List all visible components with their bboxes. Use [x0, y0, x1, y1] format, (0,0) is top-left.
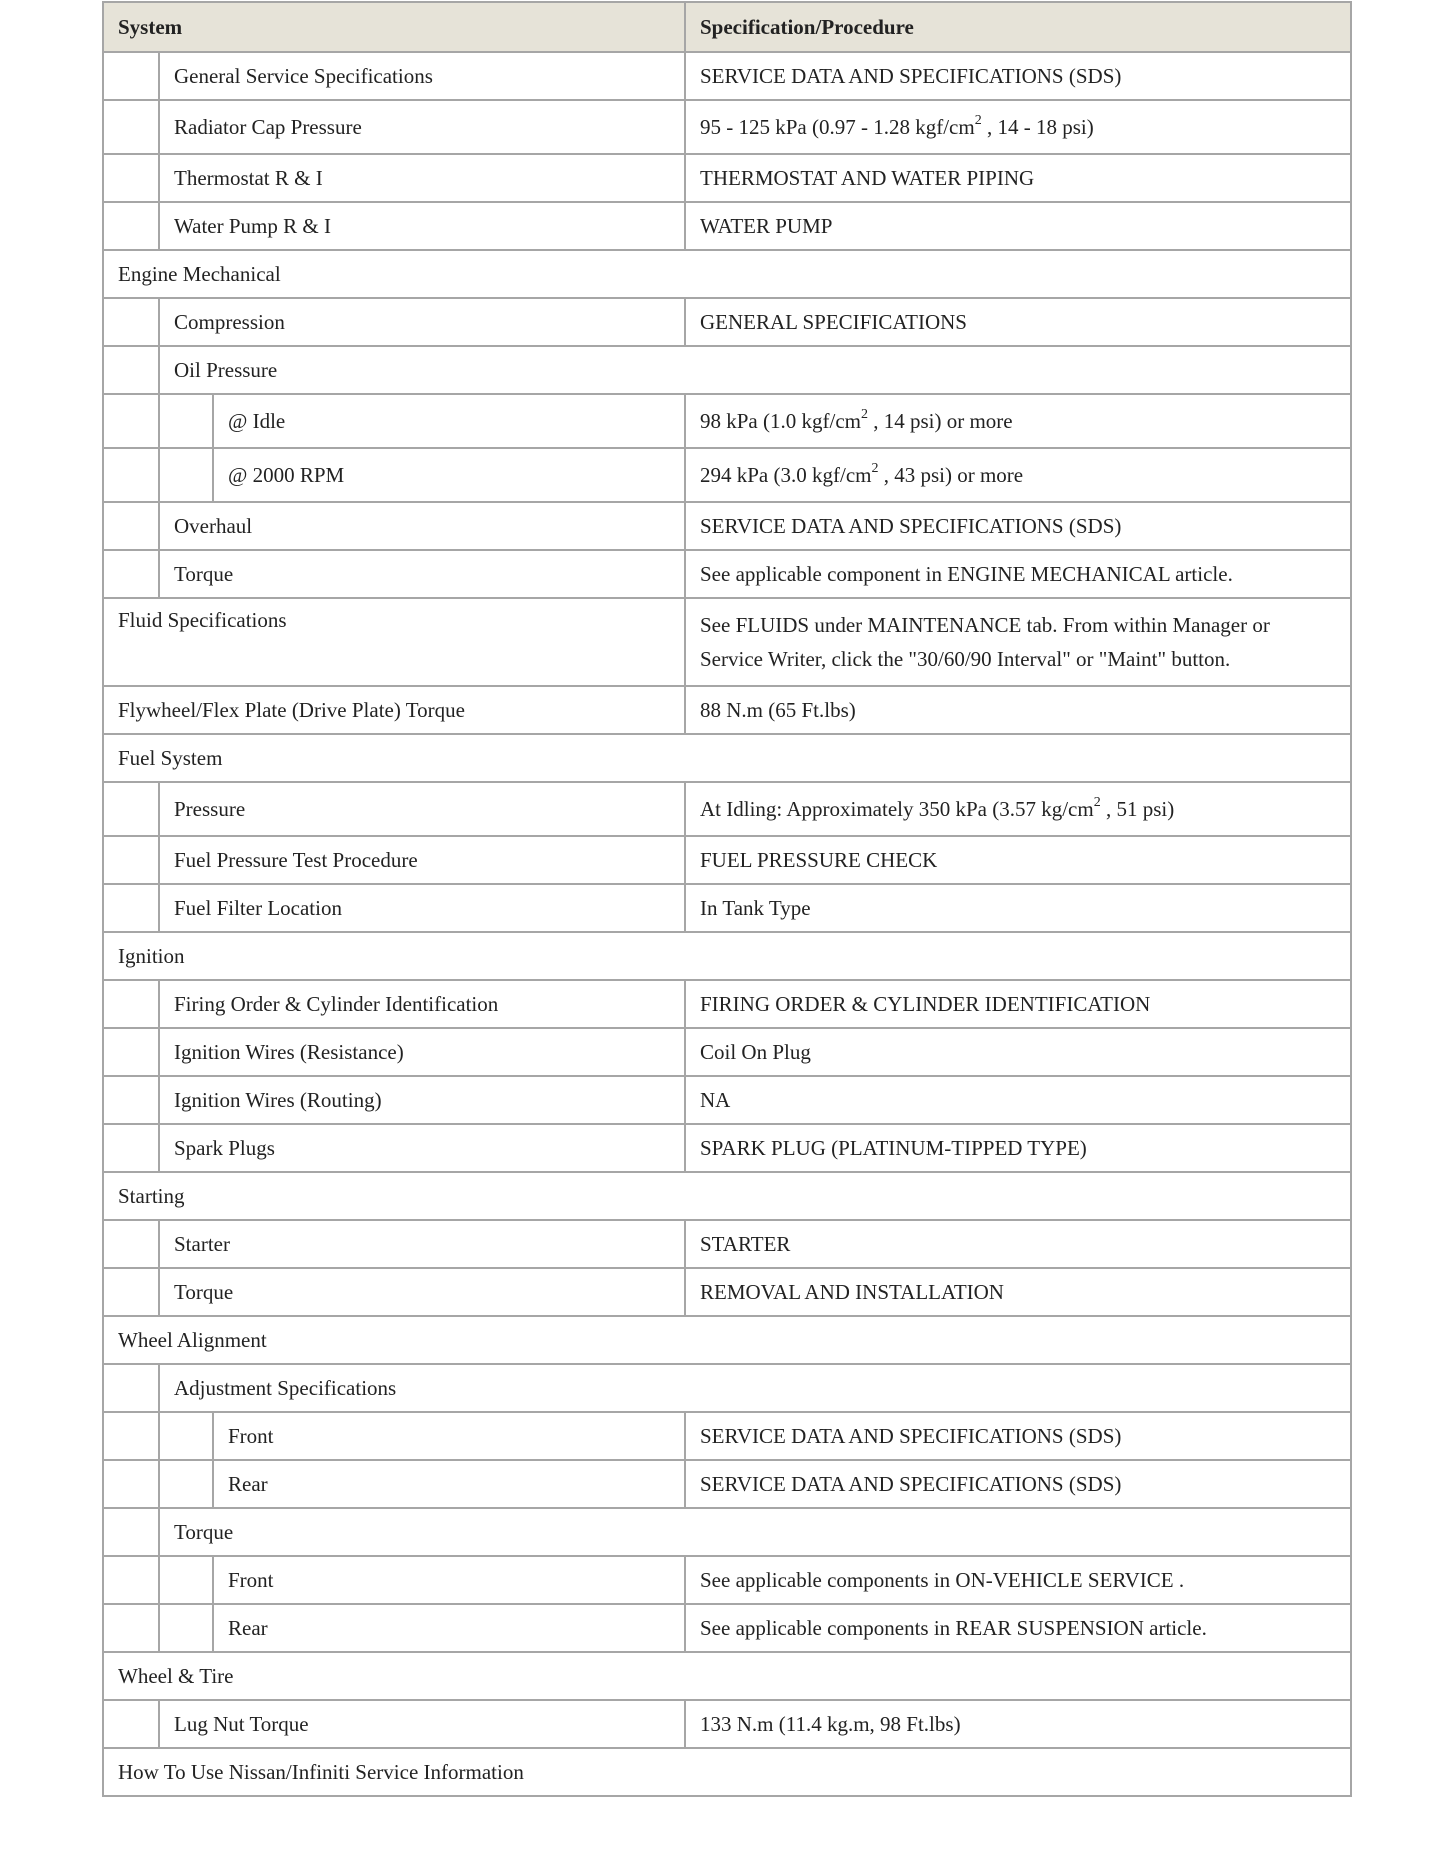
- system-cell: Starter: [159, 1220, 685, 1268]
- section-row: [103, 932, 1351, 980]
- table-row: [103, 502, 1351, 550]
- superscript: 2: [871, 461, 879, 476]
- subsection-heading: Oil Pressure: [159, 346, 1351, 394]
- section-heading: Wheel Alignment: [103, 1316, 1351, 1364]
- indent-cell: [103, 550, 159, 598]
- indent-cell: [103, 1076, 159, 1124]
- indent-cell: [103, 346, 159, 394]
- spec-text: , 43 psi) or more: [878, 463, 1024, 487]
- section-row: [103, 1748, 1351, 1796]
- system-cell: Fluid Specifications: [103, 598, 685, 686]
- spec-cell: [685, 782, 1351, 836]
- system-cell: Rear: [213, 1460, 685, 1508]
- indent-cell: [103, 394, 159, 448]
- specifications-table: [102, 1, 1352, 1797]
- table-row: [103, 1556, 1351, 1604]
- indent-cell: [103, 1508, 159, 1556]
- spec-cell: SERVICE DATA AND SPECIFICATIONS (SDS): [685, 52, 1351, 100]
- table-row: [103, 550, 1351, 598]
- spec-cell: STARTER: [685, 1220, 1351, 1268]
- spec-cell: SERVICE DATA AND SPECIFICATIONS (SDS): [685, 1412, 1351, 1460]
- system-cell: Pressure: [159, 782, 685, 836]
- spec-cell: GENERAL SPECIFICATIONS: [685, 298, 1351, 346]
- table-row: [103, 1412, 1351, 1460]
- indent-cell: [159, 1556, 213, 1604]
- superscript: 2: [1093, 795, 1101, 810]
- system-cell: Radiator Cap Pressure: [159, 100, 685, 154]
- indent-cell: [103, 1220, 159, 1268]
- table-row: [103, 100, 1351, 154]
- indent-cell: [159, 1412, 213, 1460]
- spec-cell: WATER PUMP: [685, 202, 1351, 250]
- table-row: [103, 202, 1351, 250]
- superscript: 2: [860, 407, 868, 422]
- spec-text: At Idling: Approximately 350 kPa (3.57 kg/cm: [700, 797, 1094, 821]
- spec-cell: FIRING ORDER & CYLINDER IDENTIFICATION: [685, 980, 1351, 1028]
- spec-cell: 88 N.m (65 Ft.lbs): [685, 686, 1351, 734]
- section-heading: How To Use Nissan/Infiniti Service Information: [103, 1748, 1351, 1796]
- section-row: [103, 734, 1351, 782]
- spec-text: 95 - 125 kPa (0.97 - 1.28 kgf/cm: [700, 115, 975, 139]
- table-row: [103, 1700, 1351, 1748]
- spec-cell: See applicable component in ENGINE MECHANICAL article.: [685, 550, 1351, 598]
- section-row: [103, 1172, 1351, 1220]
- spec-cell: SPARK PLUG (PLATINUM-TIPPED TYPE): [685, 1124, 1351, 1172]
- system-cell: Ignition Wires (Resistance): [159, 1028, 685, 1076]
- indent-cell: [103, 1412, 159, 1460]
- system-cell: Fuel Filter Location: [159, 884, 685, 932]
- table-row: [103, 884, 1351, 932]
- subsection-heading: Adjustment Specifications: [159, 1364, 1351, 1412]
- section-heading: Ignition: [103, 932, 1351, 980]
- system-cell: Rear: [213, 1604, 685, 1652]
- section-row: [103, 250, 1351, 298]
- table-row: [103, 598, 1351, 686]
- section-row: [103, 1652, 1351, 1700]
- indent-cell: [159, 448, 213, 502]
- system-cell: Overhaul: [159, 502, 685, 550]
- subsection-row: [103, 346, 1351, 394]
- indent-cell: [103, 884, 159, 932]
- spec-text: , 14 psi) or more: [867, 409, 1013, 433]
- indent-cell: [103, 1460, 159, 1508]
- table-row: [103, 836, 1351, 884]
- spec-cell: [685, 100, 1351, 154]
- spec-text: , 51 psi): [1100, 797, 1175, 821]
- indent-cell: [103, 782, 159, 836]
- indent-cell: [103, 298, 159, 346]
- spec-cell: [685, 448, 1351, 502]
- indent-cell: [103, 1268, 159, 1316]
- spec-cell: REMOVAL AND INSTALLATION: [685, 1268, 1351, 1316]
- system-cell: Water Pump R & I: [159, 202, 685, 250]
- system-cell: Spark Plugs: [159, 1124, 685, 1172]
- system-cell: Front: [213, 1556, 685, 1604]
- system-cell: Compression: [159, 298, 685, 346]
- subsection-row: [103, 1508, 1351, 1556]
- table-row: [103, 782, 1351, 836]
- spec-cell: In Tank Type: [685, 884, 1351, 932]
- indent-cell: [103, 1028, 159, 1076]
- spec-cell: [685, 394, 1351, 448]
- system-cell: Firing Order & Cylinder Identification: [159, 980, 685, 1028]
- table-row: [103, 448, 1351, 502]
- superscript: 2: [974, 113, 982, 128]
- table-row: [103, 1076, 1351, 1124]
- table-row: [103, 686, 1351, 734]
- table-row: [103, 980, 1351, 1028]
- indent-cell: [159, 1460, 213, 1508]
- indent-cell: [103, 502, 159, 550]
- spec-cell: THERMOSTAT AND WATER PIPING: [685, 154, 1351, 202]
- system-cell: Flywheel/Flex Plate (Drive Plate) Torque: [103, 686, 685, 734]
- indent-cell: [103, 836, 159, 884]
- spec-cell: NA: [685, 1076, 1351, 1124]
- spec-text: , 14 - 18 psi): [981, 115, 1094, 139]
- section-heading: Starting: [103, 1172, 1351, 1220]
- indent-cell: [159, 1604, 213, 1652]
- section-heading: Fuel System: [103, 734, 1351, 782]
- system-cell: @ Idle: [213, 394, 685, 448]
- subsection-row: [103, 1364, 1351, 1412]
- section-row: [103, 1316, 1351, 1364]
- subsection-heading: Torque: [159, 1508, 1351, 1556]
- table-row: [103, 1220, 1351, 1268]
- system-cell: Fuel Pressure Test Procedure: [159, 836, 685, 884]
- spec-cell: See applicable components in REAR SUSPENSION article.: [685, 1604, 1351, 1652]
- table-header-row: [103, 2, 1351, 52]
- table-row: [103, 1268, 1351, 1316]
- spec-cell: See applicable components in ON-VEHICLE SERVICE .: [685, 1556, 1351, 1604]
- system-cell: Front: [213, 1412, 685, 1460]
- spec-cell: FUEL PRESSURE CHECK: [685, 836, 1351, 884]
- table-row: [103, 154, 1351, 202]
- system-cell: Torque: [159, 550, 685, 598]
- indent-cell: [103, 1124, 159, 1172]
- spec-cell: SERVICE DATA AND SPECIFICATIONS (SDS): [685, 1460, 1351, 1508]
- section-heading: Wheel & Tire: [103, 1652, 1351, 1700]
- system-cell: @ 2000 RPM: [213, 448, 685, 502]
- indent-cell: [159, 394, 213, 448]
- indent-cell: [103, 1364, 159, 1412]
- system-cell: Thermostat R & I: [159, 154, 685, 202]
- indent-cell: [103, 202, 159, 250]
- table-row: [103, 1604, 1351, 1652]
- spec-cell: 133 N.m (11.4 kg.m, 98 Ft.lbs): [685, 1700, 1351, 1748]
- system-cell: General Service Specifications: [159, 52, 685, 100]
- table-row: [103, 1124, 1351, 1172]
- section-heading: Engine Mechanical: [103, 250, 1351, 298]
- table-row: [103, 1460, 1351, 1508]
- table-row: [103, 52, 1351, 100]
- indent-cell: [103, 1604, 159, 1652]
- spec-text: 294 kPa (3.0 kgf/cm: [700, 463, 872, 487]
- indent-cell: [103, 1556, 159, 1604]
- indent-cell: [103, 100, 159, 154]
- indent-cell: [103, 980, 159, 1028]
- spec-column-header: Specification/Procedure: [685, 2, 1351, 52]
- indent-cell: [103, 154, 159, 202]
- system-column-header: System: [103, 2, 685, 52]
- table-row: [103, 298, 1351, 346]
- spec-cell: See FLUIDS under MAINTENANCE tab. From within Manager or Service Writer, click the "30/60/90 Interval" or "Maint" button.: [685, 598, 1351, 686]
- indent-cell: [103, 448, 159, 502]
- indent-cell: [103, 52, 159, 100]
- system-cell: Lug Nut Torque: [159, 1700, 685, 1748]
- spec-cell: SERVICE DATA AND SPECIFICATIONS (SDS): [685, 502, 1351, 550]
- spec-text: 98 kPa (1.0 kgf/cm: [700, 409, 861, 433]
- spec-cell: Coil On Plug: [685, 1028, 1351, 1076]
- indent-cell: [103, 1700, 159, 1748]
- table-row: [103, 394, 1351, 448]
- system-cell: Ignition Wires (Routing): [159, 1076, 685, 1124]
- table-row: [103, 1028, 1351, 1076]
- system-cell: Torque: [159, 1268, 685, 1316]
